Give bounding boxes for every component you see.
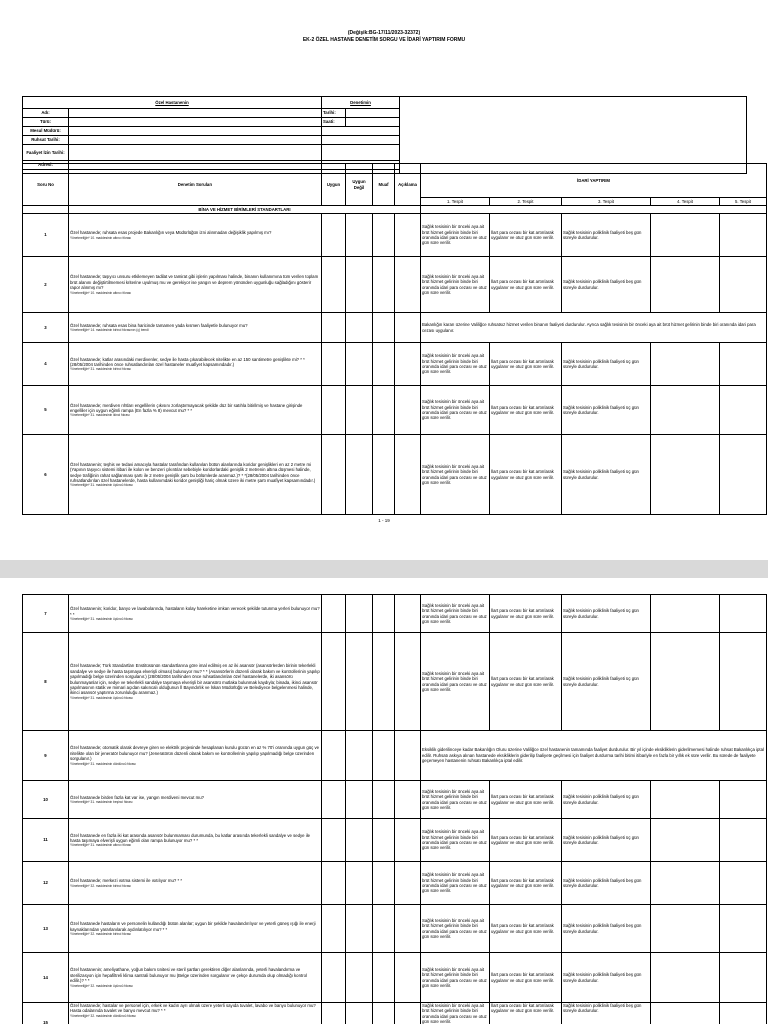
question-text: Özel hastanede; ruhsata esas projede Bakanlığın veya Müdürlüğün izni alınmadan değişiklik yapılmış mı? xyxy=(70,230,272,236)
form-header xyxy=(0,30,768,44)
table-row xyxy=(23,595,767,633)
sanction-1: Sağlık tesisinin bir önceki aya ait brüt hizmet gelirinin binde biri oranında idari para cezası ve otuz gün süre verilir. xyxy=(421,905,490,953)
question-ref: Yönetmeliğin* 31. maddesinin dördüncü fıkrası xyxy=(70,761,136,766)
explanation-cell[interactable] xyxy=(395,435,421,515)
hospital-header: Özel Hastanenin xyxy=(23,97,322,109)
question-text: Özel hastanede; otomatik olarak devreye giren ve elektrik projesinde hesaplanan kurulu gücün en az % 70'i oranında uygun güç ve nitelikte olan bir jeneratör bulunuyor mu? (Jeneratörün düzenli olarak bakım ve kontrollerinin yapılıp yapılmadığı belge üzerinden sorgulanır.) xyxy=(70,745,320,762)
question-no: 5 xyxy=(23,386,69,435)
table-row xyxy=(23,953,767,1003)
questions-table-page-2 xyxy=(22,594,767,1024)
exempt-cell[interactable] xyxy=(373,343,395,386)
table-row xyxy=(23,862,767,905)
sanction-3: Sağlık tesisinin poliklinik faaliyeti üç gün süreyle durdurulur. xyxy=(562,781,651,819)
sanction-3: Sağlık tesisinin poliklinik faaliyeti beş gün süreyle durdurulur. xyxy=(562,214,651,257)
sanction-1: Sağlık tesisinin bir önceki aya ait brüt hizmet gelirinin binde biri oranında idari para cezası ve otuz gün süre verilir. xyxy=(421,386,490,435)
explanation-cell[interactable] xyxy=(395,731,421,781)
form-title: EK-2 ÖZEL HASTANE DENETİM SORGU VE İDARİ YAPTIRIM FORMU xyxy=(302,37,466,43)
sanction-2: İlart para cezası bir kat artırılarak uygulanır ve otuz gün süre verilir. xyxy=(490,595,562,633)
sanction-2: İlart para cezası bir kat artırılarak uygulanır ve otuz gün süre verilir. xyxy=(490,781,562,819)
sanction-3: Sağlık tesisinin poliklinik faaliyeti üç gün süreyle durdurulur. xyxy=(562,595,651,633)
sanction-2: İlart para cezası bir kat artırılarak uygulanır ve otuz gün süre verilir. xyxy=(490,214,562,257)
sanction-1: Sağlık tesisinin bir önceki aya ait brüt hizmet gelirinin binde biri oranında idari para cezası ve otuz gün süre verilir. xyxy=(421,343,490,386)
col-questions: Denetim Soruları xyxy=(69,164,322,206)
compliant-cell[interactable] xyxy=(322,313,346,343)
sanction-2: İlart para cezası bir kat artırılarak uygulanır ve otuz gün süre verilir. xyxy=(490,343,562,386)
explanation-cell[interactable] xyxy=(395,781,421,819)
sanction-3: Sağlık tesisinin poliklinik faaliyeti üç gün süreyle durdurulur. xyxy=(562,343,651,386)
noncompliant-cell[interactable] xyxy=(346,781,373,819)
exempt-cell[interactable] xyxy=(373,731,395,781)
question-text: Özel hastanede en fazla iki kat arasında asansör bulunmaması durumunda, bu katlar arasında tekerlekli sandalye ve sedye ile hasta taşımaya elverişli uygun eğimli olan rampa bulunuyor mu? * * xyxy=(70,832,311,843)
exempt-cell[interactable] xyxy=(373,386,395,435)
question-ref: Yönetmeliğin* 14. maddesinin birinci fıkrasının (ç) bendi xyxy=(70,328,149,333)
table-row xyxy=(23,257,767,313)
table-row xyxy=(23,214,767,257)
col-explanation: Açıklama xyxy=(395,164,421,206)
permit-date-field[interactable] xyxy=(69,145,322,161)
col-detection-2: 2. Tespit xyxy=(490,198,562,206)
noncompliant-cell[interactable] xyxy=(346,343,373,386)
question-ref: Yönetmeliğin* 31. maddesinin ikinci fıkrası xyxy=(70,413,130,418)
question-no: 4 xyxy=(23,343,69,386)
question-ref: Yönetmeliğin* 31. maddesinin üçüncü fıkrası xyxy=(70,483,133,488)
explanation-cell[interactable] xyxy=(395,1003,421,1024)
noncompliant-cell[interactable] xyxy=(346,862,373,905)
exempt-cell[interactable] xyxy=(373,435,395,515)
question-text: Özel hastanede; merdiven rıhtları engellilerin çıkısını zorlaştırmayacak şekilde düz bir satıhla bitirilmiş ve hastane girişinde engelliler için uygun eğimli rampa (En fazla % 8) mevcut mu? * * xyxy=(70,402,303,413)
col-compliant: Uygun xyxy=(322,164,346,206)
col-question-no: Soru No xyxy=(23,164,69,206)
compliant-cell[interactable] xyxy=(322,595,346,633)
inspection-header: Denetimin xyxy=(322,97,400,109)
change-note: (Değişik:BG-17/11/2023-32372) xyxy=(347,30,421,36)
sanction-1: Sağlık tesisinin bir önceki aya ait brüt hizmet gelirinin binde biri oranında idari para cezası ve otuz gün süre verilir. xyxy=(421,953,490,1003)
question-ref: Yönetmeliğin* 32. maddesinin üçüncü fıkrası xyxy=(70,983,133,988)
question-no: 14 xyxy=(23,953,69,1003)
table-row xyxy=(23,633,767,731)
compliant-cell[interactable] xyxy=(322,435,346,515)
sanction-2: İlart para cezası bir kat artırılarak uygulanır ve otuz gün süre verilir. xyxy=(490,257,562,313)
explanation-cell[interactable] xyxy=(395,905,421,953)
noncompliant-cell[interactable] xyxy=(346,953,373,1003)
label-date: Tarihi: xyxy=(322,109,346,118)
question-no: 1 xyxy=(23,214,69,257)
sanction-3: Sağlık tesisinin poliklinik faaliyeti üç gün süreyle durdurulur. xyxy=(562,819,651,862)
col-exempt: Muaf xyxy=(373,164,395,206)
label-address: Adresi: xyxy=(23,161,69,170)
table-row xyxy=(23,1003,767,1024)
noncompliant-cell[interactable] xyxy=(346,633,373,731)
sanction-wide: Eksiklik giderilinceye kadar Bakanlığın Oluru üzerine Valiliğce özel hastanenin tamamında faaliyet durdurulur. Bir yıl içinde eksikliklerin giderilmemesi halinde ruhsat Bakanlıkça iptal edilir. Ruhsatı askıya alınan hastanede eksikliklerin giderilip faaliyete geçilmesi için faaliyet durdurma tarihi bitimi itibariyle en fazla bir yıllık ek süre verilir. Bu sürede de faaliyete geçemeyen hastanenin ruhsatı Bakanlıkça iptal edilir. xyxy=(421,731,767,781)
sanction-1: Sağlık tesisinin bir önceki aya ait brüt hizmet gelirinin binde biri oranında idari para cezası ve otuz gün süre verilir. xyxy=(421,435,490,515)
explanation-cell[interactable] xyxy=(395,386,421,435)
sanction-2: İlart para cezası bir kat artırılarak uygulanır ve otuz gün süre verilir. xyxy=(490,819,562,862)
table-row xyxy=(23,905,767,953)
question-ref: Yönetmeliğin* 10. maddesinin altıncı fıkrası xyxy=(70,235,132,240)
explanation-cell[interactable] xyxy=(395,633,421,731)
question-text: Özel hastanede; hastalar ve personel için, erkek ve kadın ayrı olmak üzere yeterli sayıda tuvalet, lavabo ve banyo bulunuyor mu? Hasta odalarında tuvalet ve banyo mevcut mu? * * xyxy=(70,1003,316,1014)
compliant-cell[interactable] xyxy=(322,633,346,731)
noncompliant-cell[interactable] xyxy=(346,1003,373,1024)
explanation-cell[interactable] xyxy=(395,257,421,313)
label-license-date: Ruhsat Tarihi: xyxy=(23,136,69,145)
exempt-cell[interactable] xyxy=(373,819,395,862)
compliant-cell[interactable] xyxy=(322,862,346,905)
question-ref: Yönetmeliğin* 10. maddesinin altıncı fıkrası xyxy=(70,290,132,295)
table-row xyxy=(23,343,767,386)
sanction-2: İlart para cezası bir kat artırılarak uygulanır ve otuz gün süre verilir. xyxy=(490,435,562,515)
question-no: 15 xyxy=(23,1003,69,1024)
sanction-1: Sağlık tesisinin bir önceki aya ait brüt hizmet gelirinin binde biri oranında idari para cezası ve otuz gün süre verilir. xyxy=(421,214,490,257)
license-date-field[interactable] xyxy=(69,136,322,145)
sanction-3: Sağlık tesisinin poliklinik faaliyeti beş gün süreyle durdurulur. xyxy=(562,905,651,953)
question-ref: Yönetmeliğin* 31. maddesinin üçüncü fıkrası xyxy=(70,616,133,621)
question-ref: Yönetmeliğin* 31. maddesinin beşinci fıkrası xyxy=(70,800,133,805)
question-ref: Yönetmeliğin* 32. maddesinin dördüncü fıkrası xyxy=(70,1013,136,1018)
noncompliant-cell[interactable] xyxy=(346,731,373,781)
exempt-cell[interactable] xyxy=(373,781,395,819)
label-permit-date: Faaliyet İzin Tarihi: xyxy=(23,145,69,161)
sanction-2: İlart para cezası bir kat artırılarak uygulanır ve otuz gün süre verilir. xyxy=(490,633,562,731)
col-detection-1: 1. Tespit xyxy=(421,198,490,206)
question-no: 6 xyxy=(23,435,69,515)
exempt-cell[interactable] xyxy=(373,905,395,953)
question-ref: Yönetmeliğin* 31. maddesinin üçüncü fıkrası xyxy=(70,695,133,700)
exempt-cell[interactable] xyxy=(373,953,395,1003)
inspection-date-field[interactable] xyxy=(346,109,400,118)
sanction-3: Sağlık tesisinin poliklinik faaliyeti üç gün süreyle durdurulur. xyxy=(562,633,651,731)
question-ref: Yönetmeliğin* 31. maddesinin altıncı fıkrası xyxy=(70,843,132,848)
question-ref: Yönetmeliğin* 32. maddesinin birinci fıkrası xyxy=(70,931,131,936)
question-text: Özel hastanede; merkezi ısıtma sistemi ile ısıtılıyor mu? * * xyxy=(70,878,182,884)
exempt-cell[interactable] xyxy=(373,214,395,257)
table-row xyxy=(23,731,767,781)
exempt-cell[interactable] xyxy=(373,313,395,343)
question-no: 8 xyxy=(23,633,69,731)
question-text: Özel hastanenin; koridor, banyo ve lavabolarında, hastaların kolay hareketine imkan verecek şekilde tutunma yerleri bulunuyor mu? * * xyxy=(70,606,320,617)
compliant-cell[interactable] xyxy=(322,343,346,386)
form-page-2 xyxy=(0,578,768,1024)
explanation-cell[interactable] xyxy=(395,313,421,343)
sanction-3: Sağlık tesisinin poliklinik faaliyeti beş gün süreyle durdurulur. xyxy=(562,257,651,313)
exempt-cell[interactable] xyxy=(373,633,395,731)
label-name: Adı: xyxy=(23,109,69,118)
exempt-cell[interactable] xyxy=(373,257,395,313)
question-text: Özel hastanede; ruhsata esas bina haricinde tamamen yada kısmen faaliyetle bulunuyor mu? xyxy=(70,322,248,328)
question-text: Özel hastanenin; teşhis ve tedavi amacıyla hastalar tarafından kullanılan bütün alanlarında koridor genişlikleri en az 2 metre mi (Yapının taşıyıcı sistemi itibari ile kolon ve benzeri çıkıntılar sebebiyle koridorlardaki genişlik 2 metrenin altına düşmesi halinde, sedye trafiğinin rahat sağlanması şartı ile 2 metre genişlik şartı bu bölümlerde aranmaz.)? * *(28/05/2004 tarihinden önce ruhsatlandırılan özel hastanelerde, hasta kullanımdaki koridor genişliği hariç olmak üzere iki metre şartı muafiyet kapsamındadır.) xyxy=(70,461,316,483)
compliant-cell[interactable] xyxy=(322,257,346,313)
col-noncompliant: Uygun Değil xyxy=(346,164,373,206)
question-no: 2 xyxy=(23,257,69,313)
question-text: Özel hastanede; taşıyıcı unsuru etkilemeyen tadilat ve tamirat gibi işlerin yapılması halinde, binanın kullanımına tüm verilen toplam brüt alanını değiştirtilmemesi kriterine uyulmuş mu ve gerekiyor ise yangın ve deprem yönünden uygunluğu sağladığını gösterir rapor alınmış mı? xyxy=(70,274,319,291)
hospital-name-field[interactable] xyxy=(69,109,322,118)
table-row xyxy=(23,781,767,819)
label-director: Mesul Müdürü: xyxy=(23,127,69,136)
sanction-1: Sağlık tesisinin bir önceki aya ait brüt hizmet gelirinin binde biri oranında idari para cezası ve otuz gün süre verilir. xyxy=(421,1003,490,1024)
explanation-cell[interactable] xyxy=(395,819,421,862)
sanction-2: İlart para cezası bir kat artırılarak uygulanır ve otuz gün süre verilir. xyxy=(490,1003,562,1024)
question-no: 13 xyxy=(23,905,69,953)
question-text: Özel hastanede birden fazla kat var ise, yangın merdiveni mevcut mu? xyxy=(70,794,204,800)
director-field[interactable] xyxy=(69,127,322,136)
sanction-2: İlart para cezası bir kat artırılarak uygulanır ve otuz gün süre verilir. xyxy=(490,862,562,905)
sanction-3: Sağlık tesisinin poliklinik faaliyeti üç gün süreyle durdurulur. xyxy=(562,386,651,435)
noncompliant-cell[interactable] xyxy=(346,435,373,515)
noncompliant-cell[interactable] xyxy=(346,905,373,953)
sanction-1: Sağlık tesisinin bir önceki aya ait brüt hizmet gelirinin binde biri oranında idari para cezası ve otuz gün süre verilir. xyxy=(421,862,490,905)
col-detection-4: 4. Tespit xyxy=(651,198,720,206)
label-time: Saati: xyxy=(322,118,346,127)
exempt-cell[interactable] xyxy=(373,1003,395,1024)
label-type: Türü: xyxy=(23,118,69,127)
table-row xyxy=(23,386,767,435)
hospital-type-field[interactable] xyxy=(69,118,322,127)
question-no: 7 xyxy=(23,595,69,633)
compliant-cell[interactable] xyxy=(322,905,346,953)
compliant-cell[interactable] xyxy=(322,1003,346,1024)
sanction-wide: Bakanlığın kararı üzerine Valiliğce ruhsatsız hizmet verilen binanın faaliyeti durdurulur. Ayrıca sağlık tesisinin bir önceki aya ait brüt hizmet gelirinin binde biri oranında idari para cezası uygulanır. xyxy=(421,313,767,343)
sanction-2: İlart para cezası bir kat artırılarak uygulanır ve otuz gün süre verilir. xyxy=(490,953,562,1003)
question-ref: Yönetmeliğin* 31. maddesinin birinci fıkrası xyxy=(70,367,131,372)
table-row xyxy=(23,435,767,515)
question-no: 3 xyxy=(23,313,69,343)
noncompliant-cell[interactable] xyxy=(346,819,373,862)
questions-table-page-1 xyxy=(22,163,767,515)
explanation-cell[interactable] xyxy=(395,953,421,1003)
table-row xyxy=(23,819,767,862)
question-no: 9 xyxy=(23,731,69,781)
page-number: 1 - 19 xyxy=(378,518,390,523)
exempt-cell[interactable] xyxy=(373,862,395,905)
noncompliant-cell[interactable] xyxy=(346,386,373,435)
compliant-cell[interactable] xyxy=(322,214,346,257)
sanction-3: Sağlık tesisinin poliklinik faaliyeti üç gün süreyle durdurulur. xyxy=(562,435,651,515)
question-text: Özel hastanede; Türk Standartları Enstitüsünün standartlarına göre imal edilmiş en az iki asansör (asansörlerden birinin tekerlekli sandalye ve sedye ile hasta taşımaya elverişli olması) bulunuyor mu? * * (Asansörlerin düzenli olarak bakım ve kontrollerinin yapılıp yapılmadığı belge üzerinden sorgulanır.) (28/05/2004 tarihinden önce ruhsatlandırılan özel hastanelerde, iki asansörü bulunmayanlar için, sedye ve tekerlekli sandalye taşımaya elverişli bir asansörü mutlaka bulunmak kaydıyla; binada, ikinci asansör yapılmasının statik ve mimari açıdan sakıncalı olduğunun İl Bayındırlık ve İskan Müdürlüğü ve Belediyece belgelenmesi halinde, ikinci asansör yaptırma zorunluluğu aranmaz.) xyxy=(70,663,320,696)
col-detection-5: 5. Tespit xyxy=(720,198,767,206)
col-detection-3: 3. Tespit xyxy=(562,198,651,206)
question-no: 10 xyxy=(23,781,69,819)
table-row xyxy=(23,313,767,343)
sanction-1: Sağlık tesisinin bir önceki aya ait brüt hizmet gelirinin binde biri oranında idari para cezası ve otuz gün süre verilir. xyxy=(421,633,490,731)
noncompliant-cell[interactable] xyxy=(346,313,373,343)
sanction-1: Sağlık tesisinin bir önceki aya ait brüt hizmet gelirinin binde biri oranında idari para cezası ve otuz gün süre verilir. xyxy=(421,595,490,633)
sanction-2: İlart para cezası bir kat artırılarak uygulanır ve otuz gün süre verilir. xyxy=(490,386,562,435)
question-no: 12 xyxy=(23,862,69,905)
sanction-1: Sağlık tesisinin bir önceki aya ait brüt hizmet gelirinin binde biri oranında idari para cezası ve otuz gün süre verilir. xyxy=(421,819,490,862)
question-ref: Yönetmeliğin* 32. maddesinin birinci fıkrası xyxy=(70,883,131,888)
question-text: Özel hastanenin; ameliyathane, yoğun bakım ünitesi ve steril şartları gerektiren diğer alanlarında, yeterli havalandırma ve sterilizasyon için hepafiltreli klima santrali bulunuyor mu (Belge üzerinden sorgulanır ve çekçe durumda olup olmadığı kontrol edilir.)? * * xyxy=(70,967,307,984)
sanction-1: Sağlık tesisinin bir önceki aya ait brüt hizmet gelirinin binde biri oranında idari para cezası ve otuz gün süre verilir. xyxy=(421,781,490,819)
question-text: Özel hastanede; katlar arasındaki merdivenler, sedye ile hasta çıkarabilecek nitelikte en az 150 santimetre genişlikte mi? * *(28/05/2004 tarihinden önce ruhsatlandırılan özel hastaneler muafiyet kapsamındadır.) xyxy=(70,356,305,367)
question-no: 11 xyxy=(23,819,69,862)
compliant-cell[interactable] xyxy=(322,819,346,862)
section-title: BİNA VE HİZMET BİRİMLERİ STANDARTLARI xyxy=(69,206,421,214)
compliant-cell[interactable] xyxy=(322,953,346,1003)
compliant-cell[interactable] xyxy=(322,781,346,819)
compliant-cell[interactable] xyxy=(322,386,346,435)
sanction-1: Sağlık tesisinin bir önceki aya ait brüt hizmet gelirinin binde biri oranında idari para cezası ve otuz gün süre verilir. xyxy=(421,257,490,313)
compliant-cell[interactable] xyxy=(322,731,346,781)
question-text: Özel hastanede hastaların ve personelin kullandığı bütün alanlar; uygun bir şekilde havalandırılıyor ve yeterli güneş ışığı ile enerji kaynaklarından yararlanılarak aydınlatılıyor mu? * * xyxy=(70,921,316,932)
explanation-cell[interactable] xyxy=(395,214,421,257)
noncompliant-cell[interactable] xyxy=(346,595,373,633)
explanation-cell[interactable] xyxy=(395,343,421,386)
explanation-cell[interactable] xyxy=(395,595,421,633)
inspection-time-field[interactable] xyxy=(346,118,400,127)
noncompliant-cell[interactable] xyxy=(346,214,373,257)
sanction-3: Sağlık tesisinin poliklinik faaliyeti beş gün süreyle durdurulur. xyxy=(562,953,651,1003)
explanation-cell[interactable] xyxy=(395,862,421,905)
sanction-2: İlart para cezası bir kat artırılarak uygulanır ve otuz gün süre verilir. xyxy=(490,905,562,953)
sanction-3: Sağlık tesisinin poliklinik faaliyeti beş gün süreyle durdurulur. xyxy=(562,862,651,905)
sanction-3: Sağlık tesisinin poliklinik faaliyeti beş gün süreyle durdurulur. xyxy=(562,1003,651,1024)
col-sanction: İDARİ YAPTIRIM xyxy=(421,164,767,198)
noncompliant-cell[interactable] xyxy=(346,257,373,313)
exempt-cell[interactable] xyxy=(373,595,395,633)
